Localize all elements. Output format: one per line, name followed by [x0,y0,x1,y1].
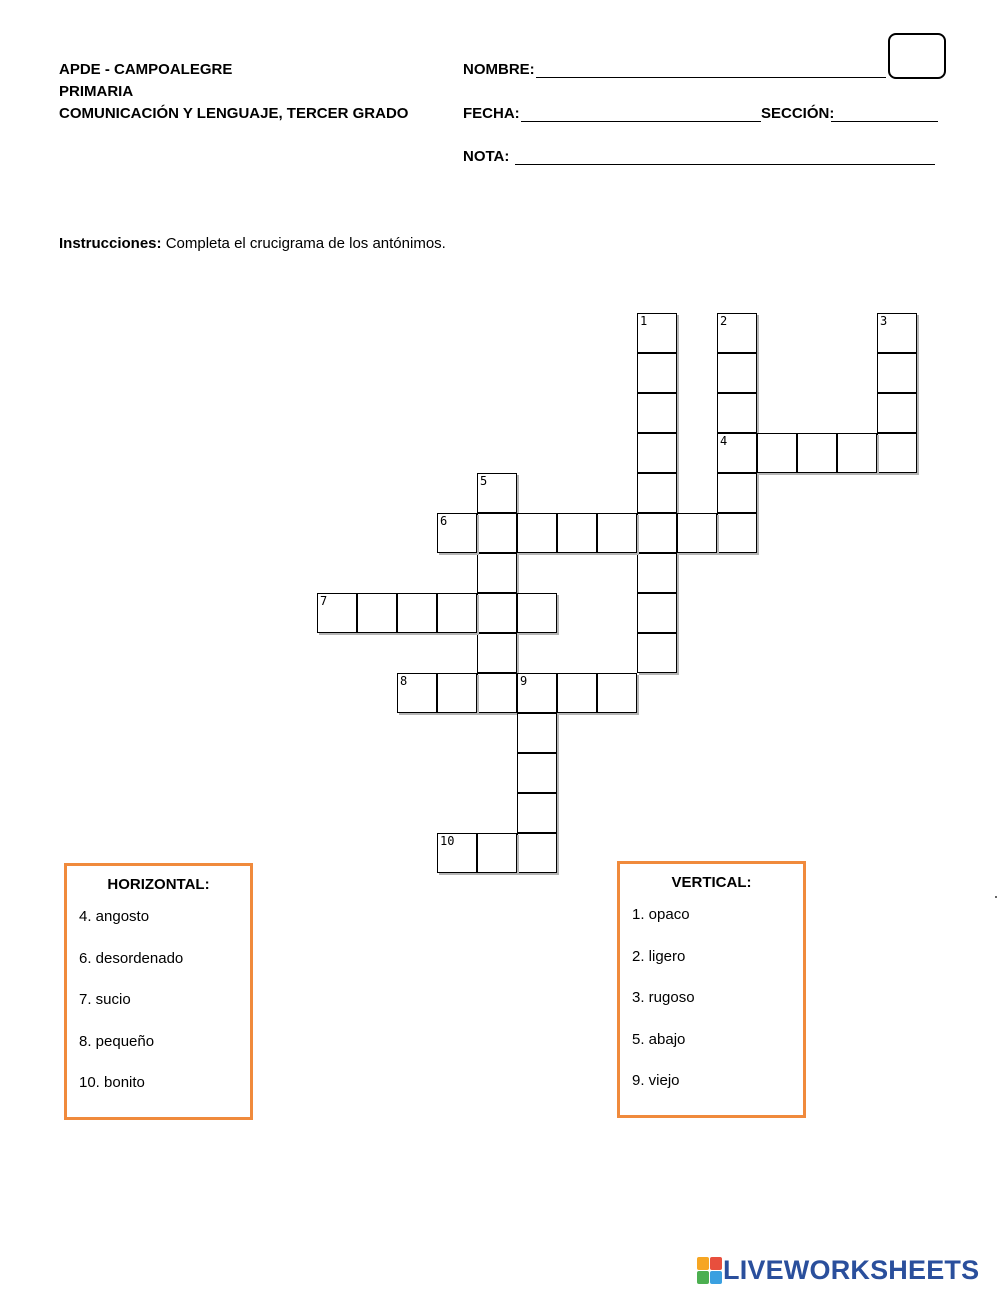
crossword-cell[interactable] [877,433,917,473]
crossword-cell[interactable] [877,313,917,353]
logo-tile [697,1257,709,1270]
crossword-cell[interactable] [477,473,517,513]
logo-tile [697,1271,709,1284]
stray-mark [995,896,997,898]
crossword-cell[interactable] [717,313,757,353]
crossword-cell[interactable] [597,673,637,713]
clue-down-9: 9. viejo [632,1072,680,1089]
crossword-cell[interactable] [437,673,477,713]
horizontal-title: HORIZONTAL: [107,876,210,893]
crossword-cell[interactable] [437,513,477,553]
clue-number: 6 [440,514,448,528]
crossword-cell[interactable] [677,513,717,553]
score-box [888,33,946,79]
crossword-cell[interactable] [477,553,517,593]
instructions [59,235,446,252]
date-field[interactable] [521,121,761,122]
crossword-cell[interactable] [637,473,677,513]
clue-number: 7 [320,594,328,608]
crossword-cell[interactable] [517,793,557,833]
crossword-cell[interactable] [717,393,757,433]
clue-number: 2 [720,314,728,328]
crossword-cell[interactable] [517,673,557,713]
crossword-cell[interactable] [477,593,517,633]
logo-mark-icon [697,1257,721,1283]
horizontal-clues-box [64,863,253,1120]
crossword-cell[interactable] [637,313,677,353]
vertical-clue-list [632,905,803,1113]
horizontal-clue-list [79,907,250,1115]
crossword-cell[interactable] [757,433,797,473]
clue-number: 8 [400,674,408,688]
instructions-label: Instrucciones: [59,235,162,252]
grade-field[interactable] [515,164,935,165]
instructions-text: Completa el crucigrama de los antónimos. [161,235,446,252]
clue-across-10: 10. bonito [79,1074,145,1091]
section-label: SECCIÓN: [761,105,835,122]
grade-label: NOTA: [463,148,510,165]
clue-across-8: 8. pequeño [79,1032,155,1050]
crossword-cell[interactable] [637,633,677,673]
crossword-cell[interactable] [877,353,917,393]
crossword-cell[interactable] [797,433,837,473]
crossword-cell[interactable] [637,353,677,393]
crossword-cell[interactable] [517,713,557,753]
liveworksheets-logo [697,1253,979,1287]
crossword-cell[interactable] [717,353,757,393]
crossword-cell[interactable] [557,673,597,713]
clue-across-4: 4. angosto [79,908,150,925]
vertical-title: VERTICAL: [671,874,752,891]
clue-down-3: 3. rugoso [632,989,695,1006]
crossword-cell[interactable] [517,753,557,793]
crossword-cell[interactable] [517,513,557,553]
crossword-cell[interactable] [637,513,677,553]
crossword-cell[interactable] [637,553,677,593]
crossword-cell[interactable] [637,593,677,633]
clue-number: 1 [640,314,648,328]
crossword-cell[interactable] [357,593,397,633]
logo-tile [710,1271,722,1284]
clue-number: 9 [520,674,528,688]
crossword-cell[interactable] [637,393,677,433]
clue-number: 5 [480,474,488,488]
name-field[interactable] [536,77,886,78]
crossword-cell[interactable] [597,513,637,553]
course-title: COMUNICACIÓN Y LENGUAJE, TERCER GRADO [59,105,409,122]
crossword-cell[interactable] [317,593,357,633]
section-field[interactable] [831,121,938,122]
crossword-cell[interactable] [877,393,917,433]
crossword-cell[interactable] [717,473,757,513]
clue-down-2: 2. ligero [632,947,686,965]
crossword-cell[interactable] [397,593,437,633]
clue-number: 4 [720,434,728,448]
logo-tile [710,1257,722,1270]
crossword-cell[interactable] [517,833,557,873]
school-level: PRIMARIA [59,83,134,100]
crossword-cell[interactable] [717,433,757,473]
crossword-cell[interactable] [477,633,517,673]
clue-number: 10 [440,834,455,848]
logo-text: LIVEWORKSHEETS [723,1254,980,1285]
name-label: NOMBRE: [463,61,535,78]
vertical-clues-box [617,861,806,1118]
clue-number: 3 [880,314,888,328]
crossword-cell[interactable] [477,833,517,873]
clue-down-5: 5. abajo [632,1030,686,1048]
crossword-cell[interactable] [437,593,477,633]
clue-down-1: 1. opaco [632,906,690,923]
crossword-cell[interactable] [517,593,557,633]
crossword-cell[interactable] [837,433,877,473]
date-label: FECHA: [463,105,520,122]
clue-across-6: 6. desordenado [79,949,184,967]
crossword-cell[interactable] [477,673,517,713]
crossword-cell[interactable] [437,833,477,873]
crossword-cell[interactable] [717,513,757,553]
clue-across-7: 7. sucio [79,991,131,1008]
school-name: APDE - CAMPOALEGRE [59,61,233,78]
crossword-cell[interactable] [637,433,677,473]
crossword-cell[interactable] [477,513,517,553]
crossword-cell[interactable] [397,673,437,713]
crossword-cell[interactable] [557,513,597,553]
